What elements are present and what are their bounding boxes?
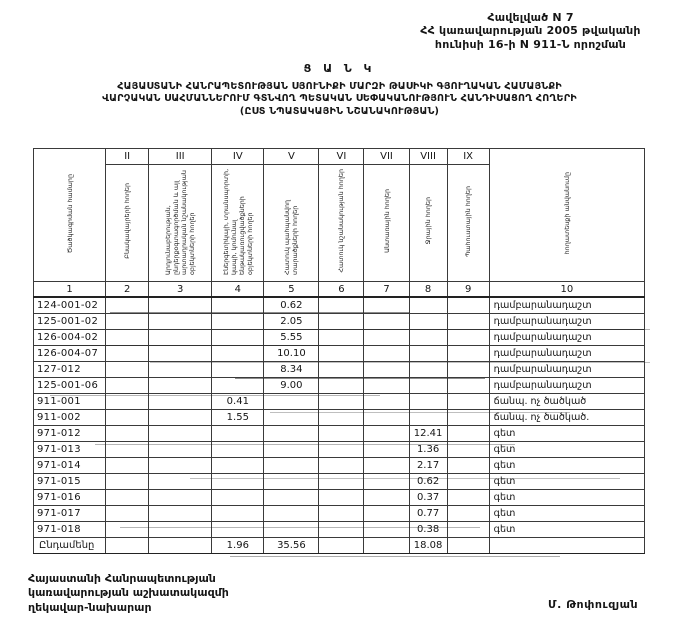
colnum-9: 9 [447,282,489,298]
table-row [34,458,645,474]
value-cell [319,522,364,538]
table-body [34,297,645,554]
land-table [33,148,645,554]
title-caption: Ց Ա Ն Կ [303,62,376,75]
landtype-cell: դամբարանադաշտ [489,362,644,378]
value-cell [149,490,212,506]
table-row [34,474,645,490]
value-cell [364,538,409,554]
value-cell [447,474,489,490]
landtype-cell: դամբարանադաշտ [489,330,644,346]
header-col-3 [149,165,212,282]
table-row [34,522,645,538]
value-cell [319,426,364,442]
table-row [34,506,645,522]
value-cell [447,378,489,394]
value-cell [106,506,149,522]
value-cell [106,474,149,490]
header-code-column [34,149,106,282]
roman-V: V [264,149,319,165]
roman-II: II [106,149,149,165]
value-cell [212,314,264,330]
value-cell [447,346,489,362]
value-cell [106,490,149,506]
value-cell [106,522,149,538]
value-cell [447,426,489,442]
table-row [34,490,645,506]
value-cell [447,538,489,554]
table-row [34,297,645,314]
value-cell [319,442,364,458]
code-cell: 127-012 [34,362,106,378]
value-cell [319,378,364,394]
value-cell [447,297,489,314]
value-cell [149,426,212,442]
title-line-3: (ԸՍՏ ՆՊԱՏԱԿԱՅԻՆ ՆՇԱՆԱԿՈՒԹՅԱՆ) [239,105,440,117]
value-cell [447,490,489,506]
colnum-7: 7 [364,282,409,298]
landtype-cell: ճանպ. ոչ ծածկած. [489,410,644,426]
value-cell [409,314,447,330]
code-cell: 971-018 [34,522,106,538]
roman-VIII: VIII [409,149,447,165]
table-row [34,426,645,442]
code-cell: 125-001-02 [34,314,106,330]
value-cell: 18.08 [409,538,447,554]
value-cell [106,458,149,474]
annex-line-3: հունիսի 16-ի N 911-Ն որոշման [434,37,627,51]
value-cell [149,522,212,538]
code-cell: 971-013 [34,442,106,458]
value-cell: 2.05 [264,314,319,330]
value-cell [447,522,489,538]
value-cell [319,474,364,490]
value-cell: 0.62 [409,474,447,490]
value-cell: 1.96 [212,538,264,554]
column-number-row [34,282,645,298]
colnum-10: 10 [489,282,644,298]
value-cell [319,506,364,522]
value-cell [319,490,364,506]
table-row [34,330,645,346]
value-cell [319,394,364,410]
header-code-label: Ծածկագրման համարը [65,173,74,254]
code-cell: 125-001-06 [34,378,106,394]
header-col-8-label: Ջրային հողեր [424,197,433,245]
header-col-7-label: Անտառային հողեր [382,189,391,253]
landtype-cell: ճանպ. ոչ ծածկած [489,394,644,410]
header-col-4 [212,165,264,282]
landtype-cell: դամբարանադաշտ [489,297,644,314]
code-cell: 971-015 [34,474,106,490]
value-cell [264,458,319,474]
value-cell [212,378,264,394]
value-cell: 1.55 [212,410,264,426]
value-cell [319,410,364,426]
value-cell: 0.38 [409,522,447,538]
table-row [34,378,645,394]
roman-numeral-row [34,149,645,165]
value-cell [447,410,489,426]
value-cell [106,314,149,330]
code-cell: 971-012 [34,426,106,442]
value-cell [106,410,149,426]
value-cell [149,538,212,554]
table-row [34,346,645,362]
value-cell [409,362,447,378]
value-cell [409,346,447,362]
value-cell [149,346,212,362]
footer-signatory-block [28,572,229,615]
landtype-cell: գետ [489,474,644,490]
value-cell [409,297,447,314]
value-cell [447,314,489,330]
value-cell [364,378,409,394]
value-cell [447,330,489,346]
landtype-cell [489,538,644,554]
roman-IV: IV [212,149,264,165]
value-cell [319,297,364,314]
colnum-6: 6 [319,282,364,298]
colnum-5: 5 [264,282,319,298]
value-cell [409,410,447,426]
value-cell: 0.37 [409,490,447,506]
code-cell: 124-001-02 [34,297,106,314]
value-cell [212,522,264,538]
value-cell [106,362,149,378]
value-cell [364,522,409,538]
value-cell [364,490,409,506]
value-cell [106,538,149,554]
header-col-7 [364,165,409,282]
title-line-2: ՎԱՐՉԱԿԱՆ ՍԱՀՄԱՆՆԵՐՈՒՄ ԳՏՆՎՈՂ ՊԵՏԱԿԱՆ ՍԵՓԱԿԱՆՈՒԹՅՈՒՆ ՀԱՆԴԻՍԱՑՈՂ ՀՈՂԵՐԻ [102,93,577,105]
value-cell [447,394,489,410]
table-row [34,314,645,330]
table-row [34,442,645,458]
value-cell [106,426,149,442]
value-cell [319,346,364,362]
value-cell [409,394,447,410]
value-cell [264,394,319,410]
total-row [34,538,645,554]
value-cell [212,362,264,378]
value-cell [212,442,264,458]
value-cell: 0.41 [212,394,264,410]
value-cell [149,314,212,330]
value-cell [149,297,212,314]
landtype-cell: գետ [489,458,644,474]
value-cell [264,474,319,490]
value-cell [106,330,149,346]
annex-line-2: ՀՀ կառավարության 2005 թվականի [420,24,641,38]
value-cell [149,410,212,426]
value-cell [149,330,212,346]
value-cell: 35.56 [264,538,319,554]
colnum-2: 2 [106,282,149,298]
footer-line-1: Հայաստանի Հանրապետության [28,572,216,585]
value-cell [364,426,409,442]
landtype-cell: դամբարանադաշտ [489,378,644,394]
value-cell: 12.41 [409,426,447,442]
value-cell [409,378,447,394]
landtype-cell: գետ [489,490,644,506]
landtype-cell: դամբարանադաշտ [489,346,644,362]
value-cell [264,490,319,506]
value-cell [364,346,409,362]
code-cell: 971-014 [34,458,106,474]
header-col-4-label: Էներգետիկայի, տրանսպորտի, կապի, կոմունալ ենթակառուցվածքների օբյեկտների հողեր [221,168,254,275]
header-col-9 [447,165,489,282]
value-cell [264,426,319,442]
total-label-cell: Ընդամենը [34,538,106,554]
land-table-wrapper [33,148,645,554]
colnum-8: 8 [409,282,447,298]
value-cell [319,362,364,378]
value-cell [319,458,364,474]
value-cell [364,362,409,378]
footer-line-3: ղեկավար-նախարար [28,600,152,614]
signature-name: Մ. Թոփուզյան [548,598,639,611]
value-cell [149,474,212,490]
value-cell [447,442,489,458]
roman-III: III [149,149,212,165]
value-cell: 5.55 [264,330,319,346]
value-cell [212,426,264,442]
value-cell [364,394,409,410]
value-cell [106,297,149,314]
header-col-5 [264,165,319,282]
roman-IX: IX [447,149,489,165]
value-cell: 1.36 [409,442,447,458]
table-row [34,362,645,378]
value-cell [106,378,149,394]
landtype-cell: գետ [489,442,644,458]
value-cell: 8.34 [264,362,319,378]
header-col-5-label: Հատուկ պահպանվող տարածքների հողեր [283,199,300,275]
scan-artifact [230,556,560,557]
landtype-cell: գետ [489,426,644,442]
value-cell: 10.10 [264,346,319,362]
colnum-3: 3 [149,282,212,298]
value-cell [447,458,489,474]
value-cell: 0.62 [264,297,319,314]
code-cell: 971-016 [34,490,106,506]
header-col-6 [319,165,364,282]
value-cell [212,458,264,474]
value-cell [264,506,319,522]
header-col-2 [106,165,149,282]
value-cell [264,410,319,426]
value-cell [319,314,364,330]
footer-line-2: կառավարության աշխատակազմի [28,586,229,600]
value-cell: 0.77 [409,506,447,522]
header-col-8 [409,165,447,282]
annex-line-1: Հավելված N 7 [487,11,574,24]
value-cell [212,297,264,314]
value-cell [212,330,264,346]
colnum-4: 4 [212,282,264,298]
header-col-2-label: Բնակավայրերի հողեր [123,183,132,259]
value-cell [364,474,409,490]
landtype-cell: գետ [489,522,644,538]
value-cell [364,314,409,330]
value-cell [149,458,212,474]
value-cell [264,442,319,458]
value-cell [447,362,489,378]
code-cell: 126-004-07 [34,346,106,362]
code-cell: 126-004-02 [34,330,106,346]
header-landtype-label: հողատեսքի անվանումը [562,172,571,255]
value-cell [149,362,212,378]
value-cell [212,506,264,522]
code-cell: 971-017 [34,506,106,522]
code-cell: 911-001 [34,394,106,410]
value-cell: 2.17 [409,458,447,474]
value-cell [149,378,212,394]
value-cell [447,506,489,522]
value-cell [149,442,212,458]
value-cell [106,394,149,410]
value-cell [212,474,264,490]
value-cell: 9.00 [264,378,319,394]
value-cell [364,410,409,426]
value-cell [319,330,364,346]
value-cell [212,490,264,506]
header-col-3-label: Արդյունաբերության, ընդերքօգտագործման և այլ արտադրական նշանակության օբյեկտների հողեր [164,170,197,275]
value-cell [106,442,149,458]
table-row [34,410,645,426]
value-cell [364,297,409,314]
roman-VII: VII [364,149,409,165]
landtype-cell: դամբարանադաշտ [489,314,644,330]
value-cell [319,538,364,554]
value-cell [264,522,319,538]
header-landtype-column [489,149,644,282]
title-line-1: ՀԱՅԱՍՏԱՆԻ ՀԱՆՐԱՊԵՏՈՒԹՅԱՆ ՍՅՈՒՆԻՔԻ ՄԱՐԶԻ ԹԱՍԻԿԻ ԳՅՈՒՂԱԿԱՆ ՀԱՄԱՅՆՔԻ [117,81,562,92]
table-row [34,394,645,410]
annex-reference [388,11,673,51]
header-col-9-label: Պահուստային հողեր [464,185,473,257]
value-cell [106,346,149,362]
value-cell [409,330,447,346]
value-cell [364,506,409,522]
document-title [20,62,659,118]
value-cell [149,506,212,522]
header-col-6-label: Հատուկ նշանակության հողեր [337,169,346,273]
value-cell [212,346,264,362]
value-cell [364,458,409,474]
value-cell [364,442,409,458]
colnum-1: 1 [34,282,106,298]
code-cell: 911-002 [34,410,106,426]
value-cell [149,394,212,410]
roman-VI: VI [319,149,364,165]
landtype-cell: գետ [489,506,644,522]
value-cell [364,330,409,346]
